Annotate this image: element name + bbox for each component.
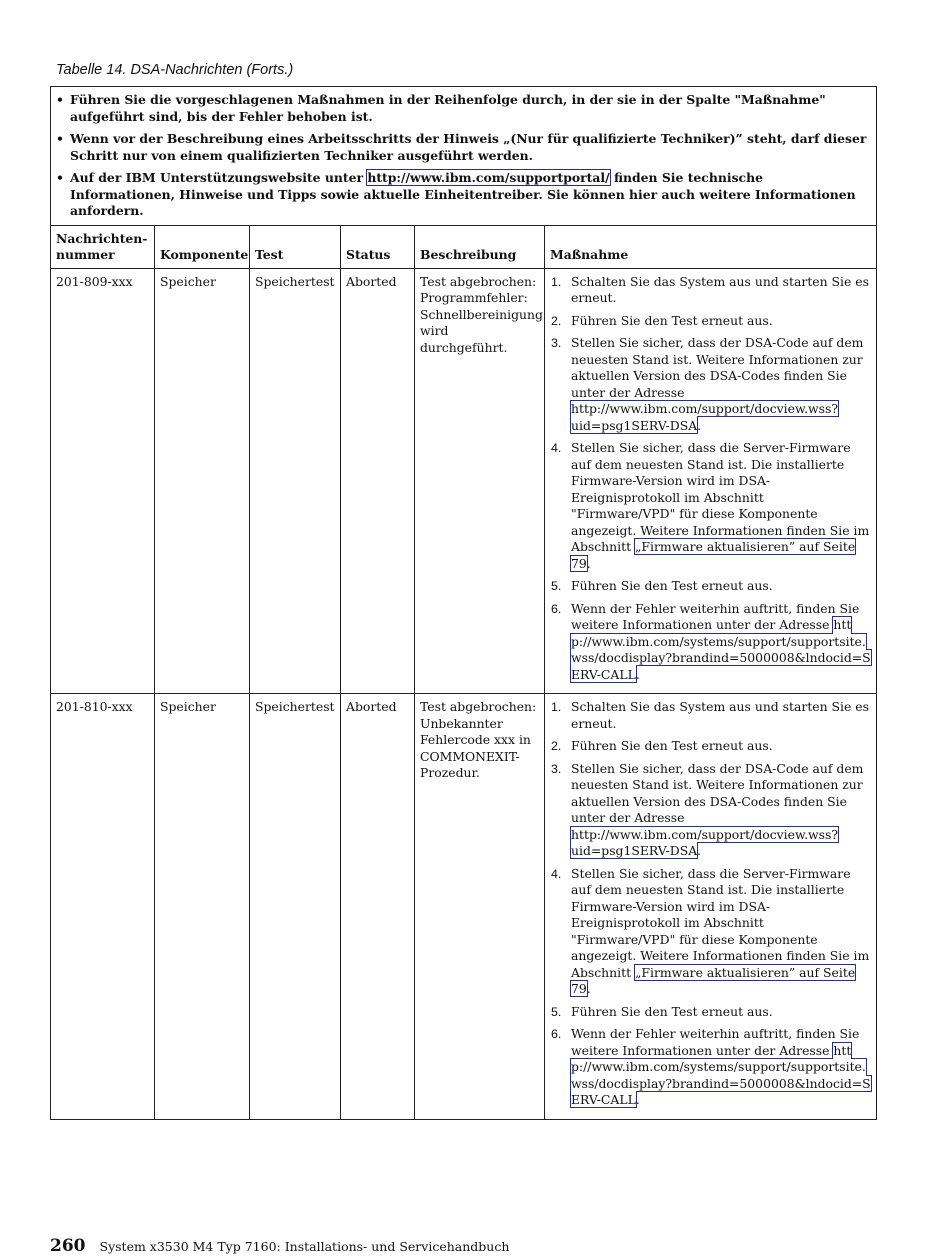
- step-text: Stellen Sie sicher, dass die Server-Firmware auf dem neuesten Stand ist. Die installierte Firmware-Version wird im DSA-Ereignisprotokoll im Abschnitt "Firmware/VPD" für diese Komponente angezeigt. Weitere Informationen finden Sie im Abschnitt: [571, 440, 870, 554]
- note-item: [55, 92, 870, 125]
- dsa-code-link[interactable]: http://www.ibm.com/support/docview.wss?uid=psg1SERV-DSA: [571, 826, 838, 858]
- step-text: .: [697, 417, 702, 433]
- note-item: [55, 131, 870, 164]
- header-status: Status: [341, 225, 415, 268]
- step-number: 4.: [551, 866, 562, 881]
- action-step: [550, 440, 871, 572]
- action-step: [550, 866, 871, 998]
- cell-test: Speichertest: [250, 694, 341, 1120]
- action-step: [550, 761, 871, 860]
- step-number: 6.: [551, 1027, 562, 1041]
- step-number: 4.: [551, 441, 562, 455]
- header-massnahme: Maßnahme: [545, 225, 877, 268]
- cell-status: Aborted: [341, 268, 415, 694]
- step-text: Wenn der Fehler weiterhin auftritt, finden Sie weitere Informationen unter der Adresse: [571, 600, 860, 632]
- step-number: 5.: [551, 1004, 562, 1019]
- step-text: .: [635, 1092, 640, 1107]
- cell-massnahme: [545, 694, 877, 1120]
- header-nummer: Nachrichten- nummer: [51, 225, 155, 268]
- note-item: [55, 170, 870, 220]
- service-call-link[interactable]: http://www.ibm.com/systems/support/supportsite.wss/docdisplay?brandind=5000008&lndocid=SERV-CALL: [571, 1042, 871, 1107]
- step-text: Führen Sie den Test erneut aus.: [571, 738, 773, 753]
- action-step: [550, 313, 871, 330]
- step-number: 6.: [551, 601, 562, 616]
- dsa-code-link[interactable]: http://www.ibm.com/support/docview.wss?uid=psg1SERV-DSA: [571, 401, 838, 433]
- cell-nummer: 201-810-xxx: [51, 694, 155, 1120]
- step-text: Führen Sie den Test erneut aus.: [571, 1003, 773, 1019]
- bullet-icon: •: [56, 170, 64, 185]
- table-notes: [51, 87, 877, 226]
- step-number: 5.: [551, 579, 562, 593]
- bullet-icon: •: [56, 92, 64, 107]
- header-komponente: Komponente: [155, 225, 250, 268]
- table-header-row: [51, 225, 877, 268]
- action-step: [550, 601, 871, 684]
- cell-status: Aborted: [341, 694, 415, 1120]
- step-text: Wenn der Fehler weiterhin auftritt, finden Sie weitere Informationen unter der Adresse: [571, 1026, 860, 1058]
- step-text: Führen Sie den Test erneut aus.: [571, 312, 773, 328]
- cell-beschreibung: Test abgebrochen: Unbekannter Fehlercode xxx in COMMONEXIT-Prozedur.: [415, 694, 545, 1120]
- action-step: [550, 1026, 871, 1109]
- service-call-link[interactable]: http://www.ibm.com/systems/support/supportsite.wss/docdisplay?brandind=5000008&lndocid=SERV-CALL: [571, 617, 871, 682]
- note-text: Wenn vor der Beschreibung eines Arbeitsschritts der Hinweis „(Nur für qualifizierte Techniker)” steht, darf dieser Schritt nur von einem qualifizierten Techniker ausgeführt werden.: [70, 131, 867, 163]
- page-footer: [50, 1236, 509, 1256]
- note-text: Führen Sie die vorgeschlagenen Maßnahmen in der Reihenfolge durch, in der sie in der Spalte "Maßnahme" aufgeführt sind, bis der Fehler behoben ist.: [70, 92, 826, 124]
- action-step: [550, 274, 871, 307]
- firmware-update-link[interactable]: „Firmware aktualisieren” auf Seite 79: [571, 539, 856, 571]
- note-text: finden Sie technische Informationen, Hinweise und Tipps sowie aktuelle Einheitentreiber. Sie können hier auch weitere Informationen anfordern.: [70, 170, 856, 218]
- firmware-update-link[interactable]: „Firmware aktualisieren” auf Seite 79: [571, 964, 856, 996]
- step-number: 1.: [551, 274, 562, 289]
- header-test: Test: [250, 225, 341, 268]
- action-step: [550, 699, 871, 732]
- table-row: [51, 268, 877, 694]
- cell-komponente: Speicher: [155, 694, 250, 1120]
- step-number: 2.: [551, 313, 562, 328]
- action-step: [550, 578, 871, 595]
- step-text: .: [586, 981, 591, 996]
- cell-komponente: Speicher: [155, 268, 250, 694]
- step-text: Stellen Sie sicher, dass der DSA-Code auf dem neuesten Stand ist. Weitere Informationen zur aktuellen Version des DSA-Codes finden Sie unter der Adresse: [571, 335, 864, 400]
- step-text: .: [697, 843, 702, 858]
- step-number: 1.: [551, 700, 562, 714]
- step-number: 3.: [551, 336, 562, 350]
- cell-massnahme: [545, 268, 877, 694]
- step-text: Stellen Sie sicher, dass die Server-Firmware auf dem neuesten Stand ist. Die installierte Firmware-Version wird im DSA-Ereignisprotokoll im Abschnitt "Firmware/VPD" für diese Komponente angezeigt. Weitere Informationen finden Sie im Abschnitt: [571, 865, 870, 980]
- dsa-messages-table: [50, 86, 877, 1120]
- step-text: .: [586, 555, 591, 571]
- support-portal-link[interactable]: http://www.ibm.com/supportportal/: [367, 170, 610, 185]
- bullet-icon: •: [56, 131, 64, 146]
- footer-title: System x3530 M4 Typ 7160: Installations- und Servicehandbuch: [99, 1239, 510, 1254]
- step-number: 3.: [551, 761, 562, 776]
- cell-beschreibung: Test abgebrochen: Programmfehler: Schnellbereinigung wird durchgeführt.: [415, 268, 545, 694]
- step-text: .: [635, 666, 640, 682]
- action-step: [550, 1004, 871, 1021]
- header-beschreibung: Beschreibung: [415, 225, 545, 268]
- table-row: [51, 694, 877, 1120]
- action-steps: [550, 699, 871, 1109]
- note-text: Auf der IBM Unterstützungswebsite unter: [70, 170, 368, 185]
- step-text: Stellen Sie sicher, dass der DSA-Code auf dem neuesten Stand ist. Weitere Informationen zur aktuellen Version des DSA-Codes finden Sie unter der Adresse: [571, 760, 864, 825]
- step-text: Schalten Sie das System aus und starten Sie es erneut.: [571, 699, 869, 731]
- action-step: [550, 335, 871, 434]
- action-steps: [550, 274, 871, 684]
- step-text: Führen Sie den Test erneut aus.: [571, 578, 773, 593]
- action-step: [550, 738, 871, 755]
- page-number: 260: [50, 1236, 86, 1256]
- step-text: Schalten Sie das System aus und starten Sie es erneut.: [571, 273, 869, 305]
- step-number: 2.: [551, 739, 562, 753]
- table-caption: Tabelle 14. DSA-Nachrichten (Forts.): [56, 62, 294, 78]
- cell-test: Speichertest: [250, 268, 341, 694]
- cell-nummer: 201-809-xxx: [51, 268, 155, 694]
